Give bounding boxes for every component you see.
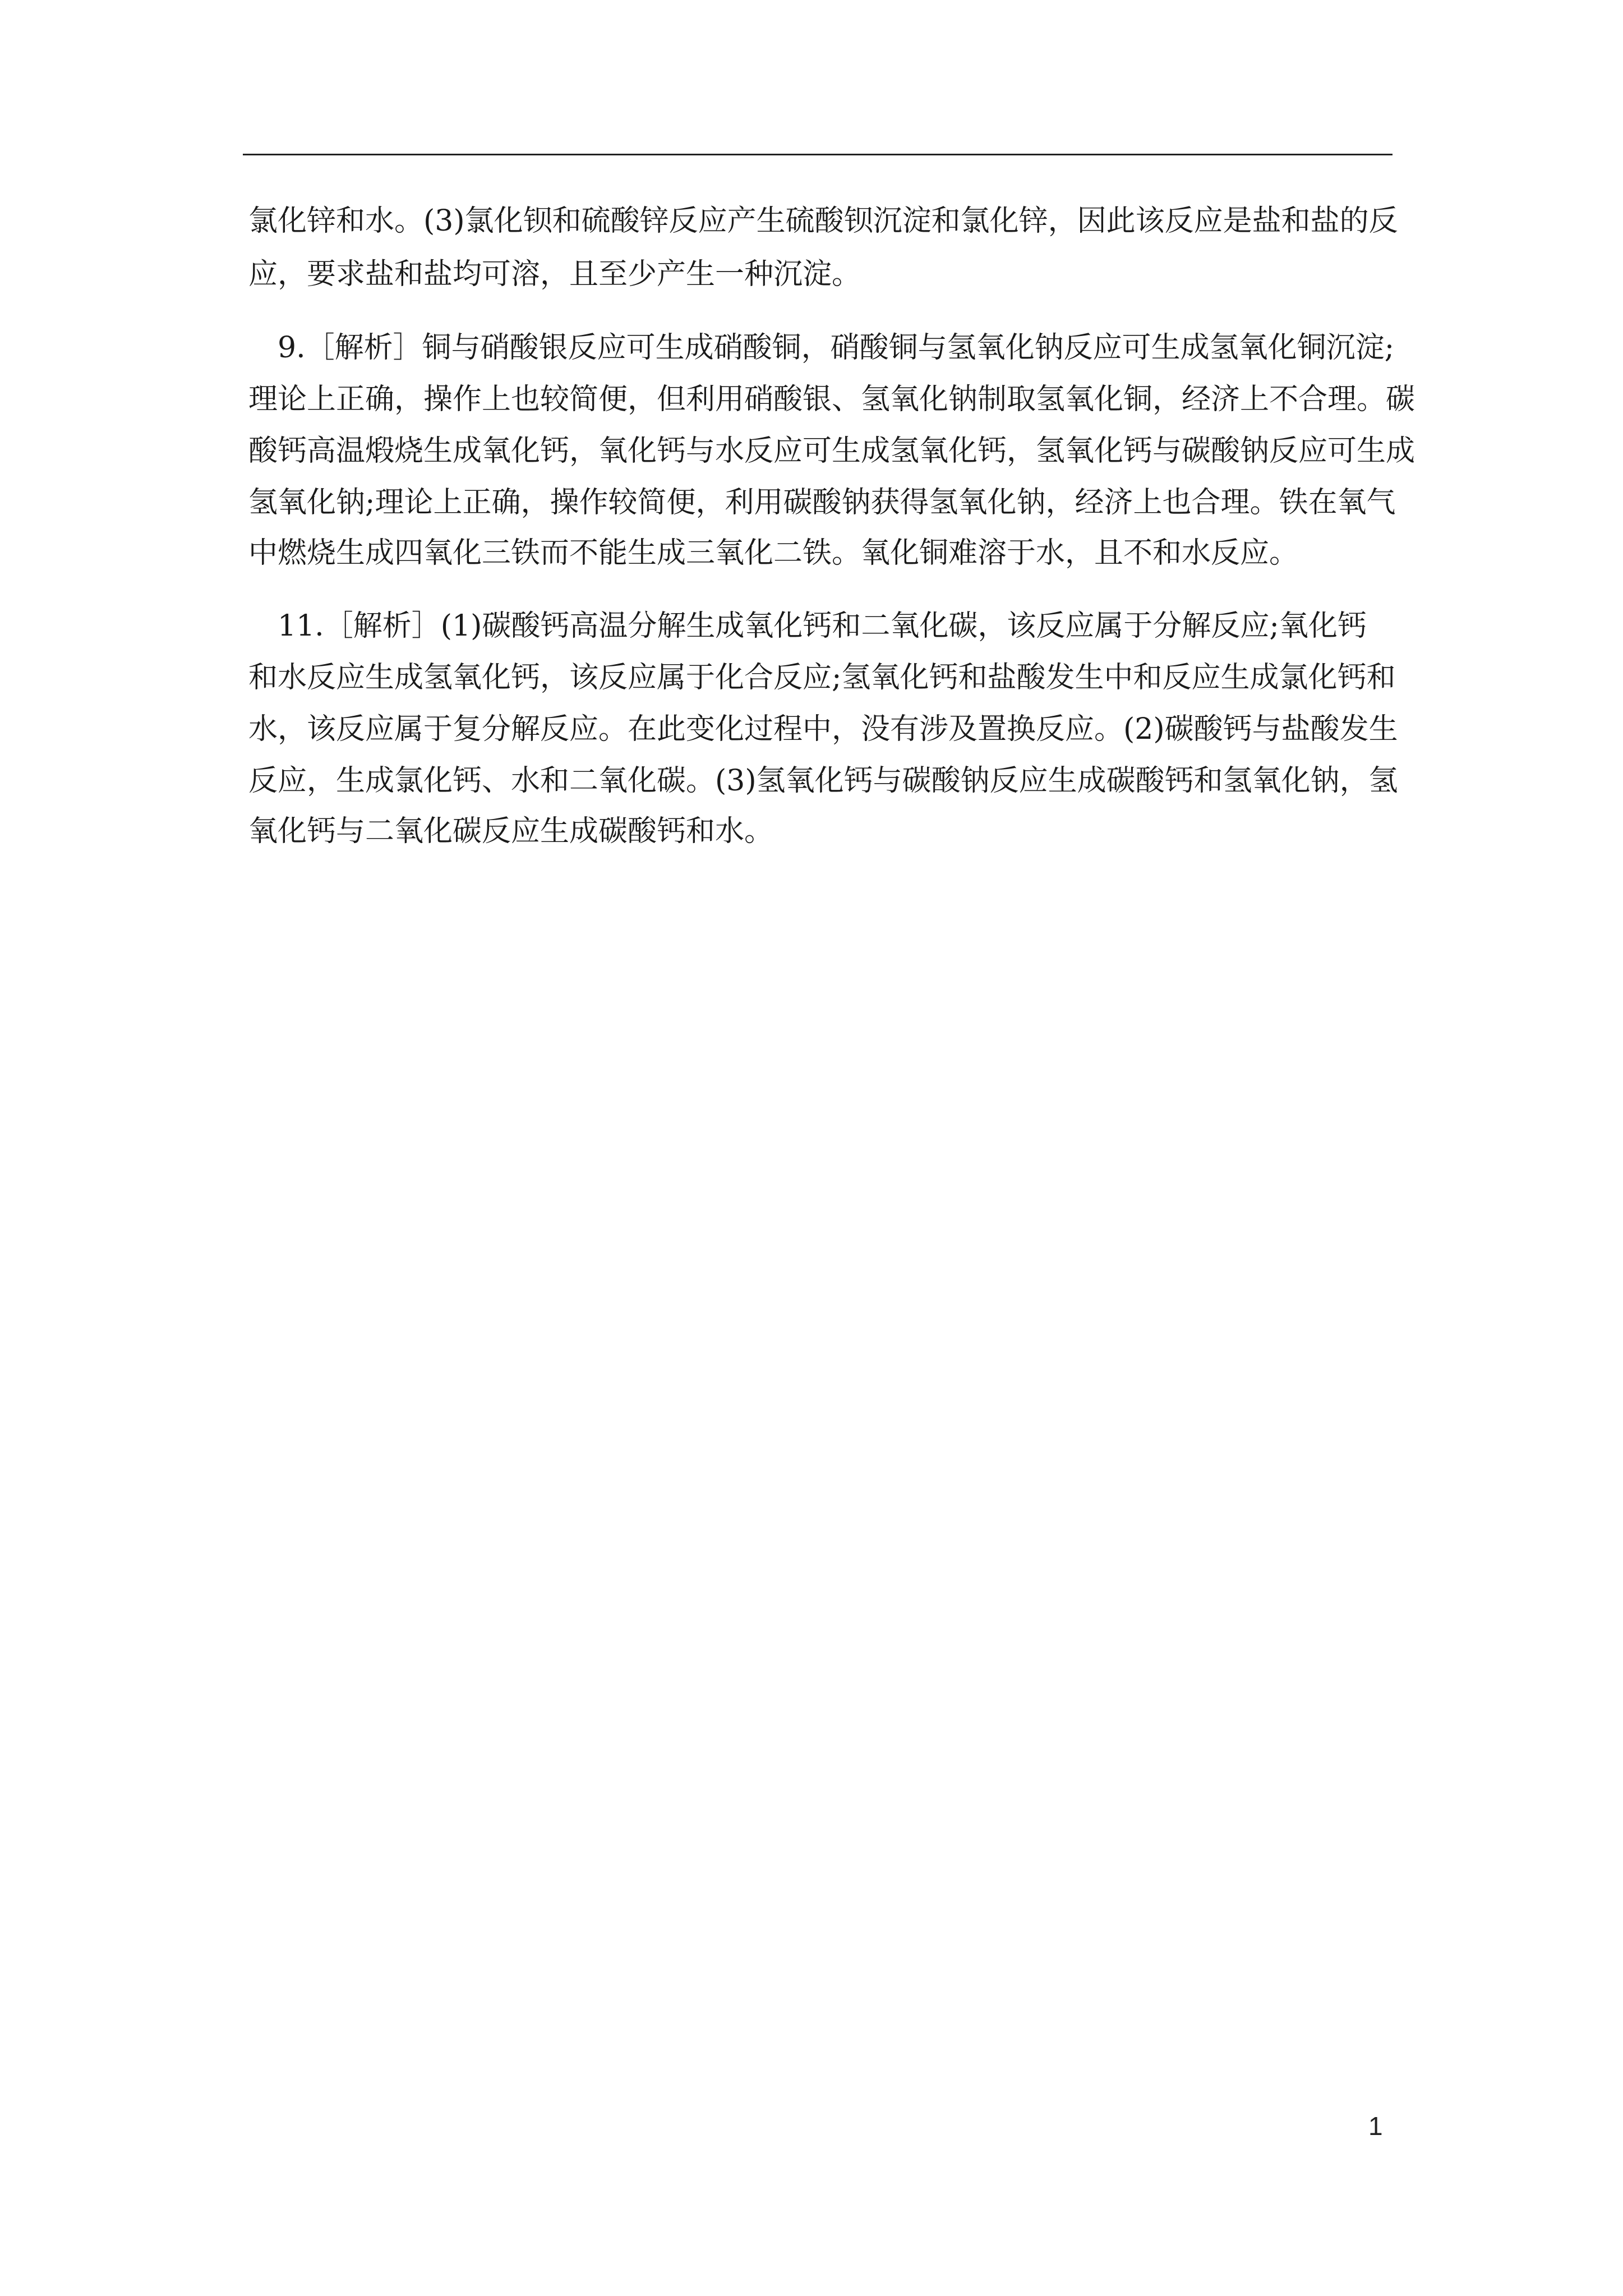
page-number: 1 <box>1368 2111 1383 2141</box>
header-rule <box>243 154 1393 155</box>
text-line: 酸钙高温煅烧生成氧化钙，氧化钙与水反应可生成氢氧化钙，氢氧化钙与碳酸钠反应可生成 <box>248 434 1415 468</box>
text-line: 理论上正确，操作上也较简便，但利用硝酸银、氢氧化钠制取氢氧化铜，经济上不合理。碳 <box>248 383 1415 416</box>
text-line: 中燃烧生成四氧化三铁而不能生成三氧化二铁。氧化铜难溶于水，且不和水反应。 <box>248 536 1299 570</box>
text-line: 9.［解析］铜与硝酸银反应可生成硝酸铜，硝酸铜与氢氧化钠反应可生成氢氧化铜沉淀; <box>248 331 1395 365</box>
text-line: 11.［解析］(1)碳酸钙高温分解生成氧化钙和二氧化碳，该反应属于分解反应;氧化钙 <box>248 609 1367 643</box>
text-line: 氯化锌和水。(3)氯化钡和硫酸锌反应产生硫酸钡沉淀和氯化锌，因此该反应是盐和盐的反 <box>248 204 1398 238</box>
text-line: 和水反应生成氢氧化钙，该反应属于化合反应;氢氧化钙和盐酸发生中和反应生成氯化钙和 <box>248 661 1396 694</box>
text-line: 氢氧化钠;理论上正确，操作较简便，利用碳酸钠获得氢氧化钠，经济上也合理。铁在氧气 <box>248 486 1396 519</box>
text-line: 氧化钙与二氧化碳反应生成碳酸钙和水。 <box>248 815 774 848</box>
text-line: 水，该反应属于复分解反应。在此变化过程中，没有涉及置换反应。(2)碳酸钙与盐酸发生 <box>248 712 1398 746</box>
text-line: 应，要求盐和盐均可溶，且至少产生一种沉淀。 <box>248 257 861 291</box>
text-line: 反应，生成氯化钙、水和二氧化碳。(3)氢氧化钙与碳酸钠反应生成碳酸钙和氢氧化钠，氢 <box>248 764 1398 798</box>
